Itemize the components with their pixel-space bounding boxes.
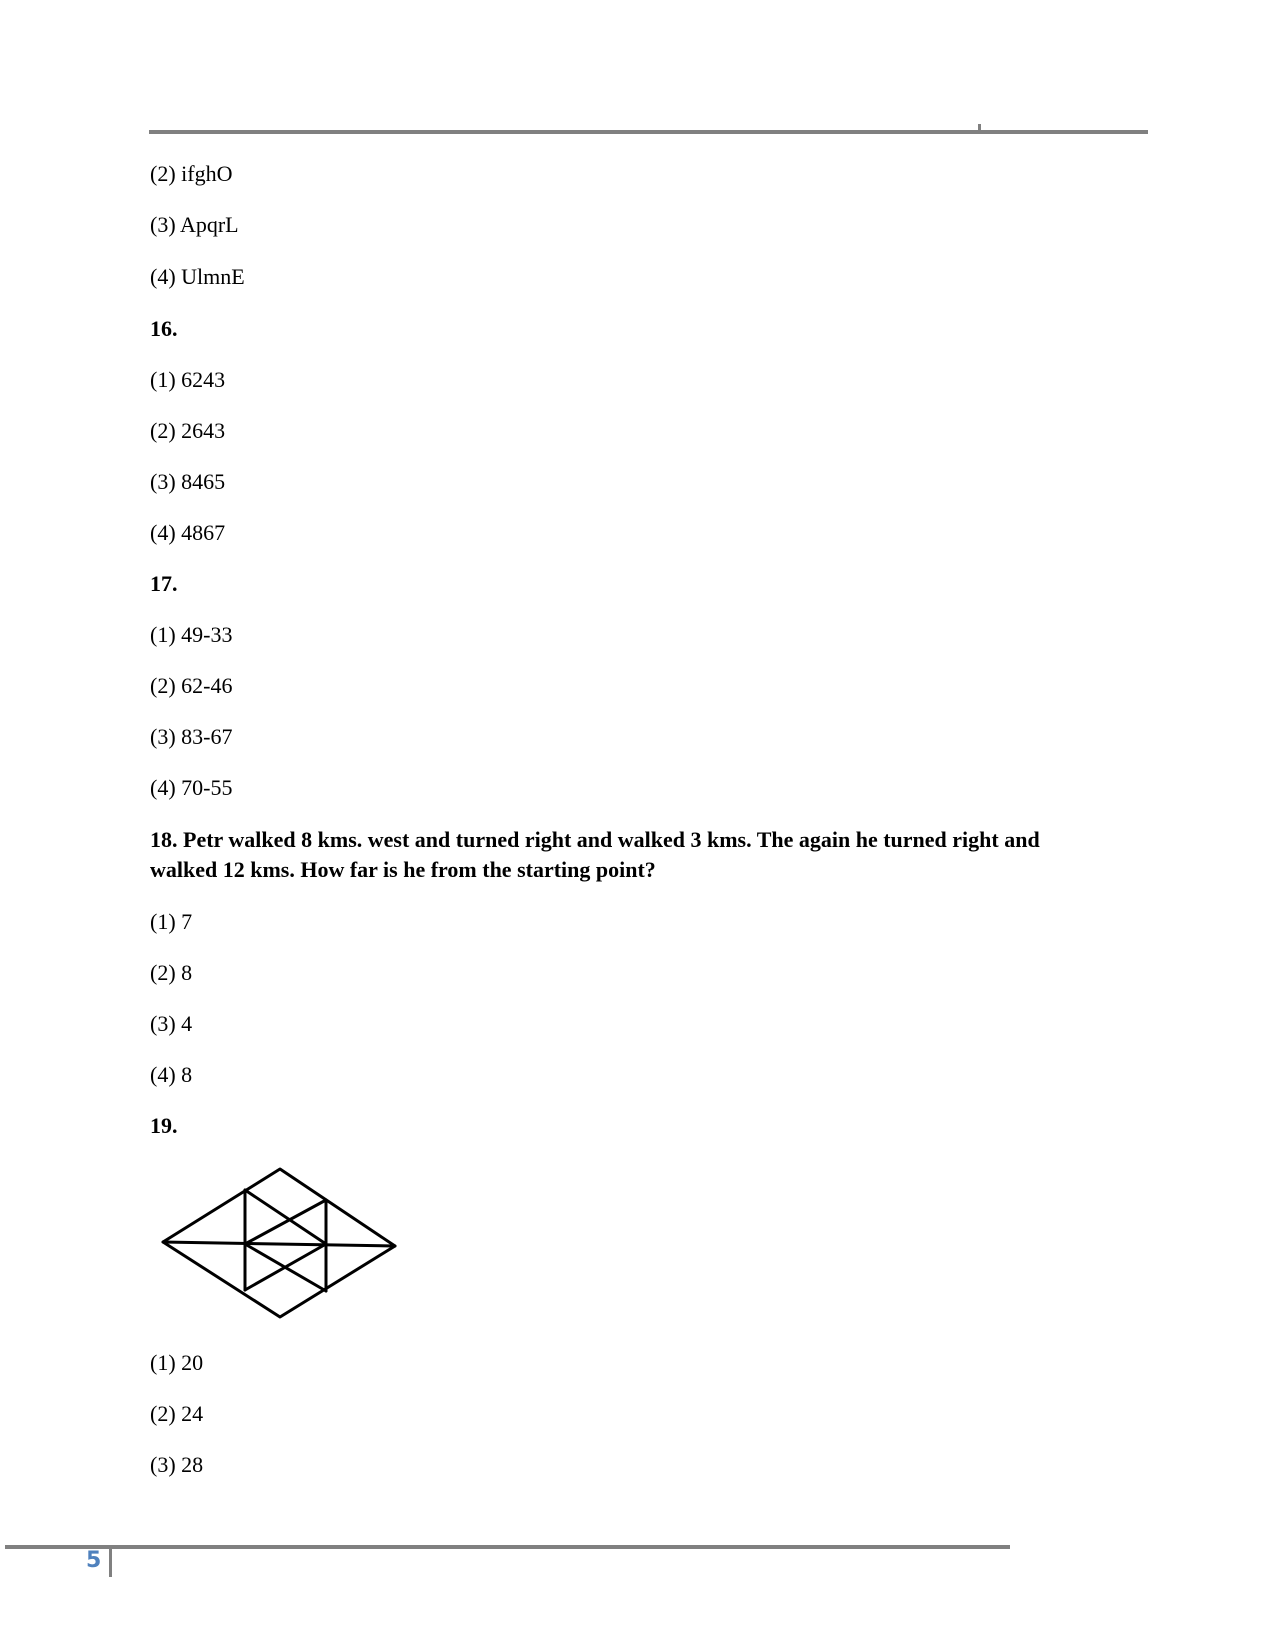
- q18-option-3: (3) 4: [150, 1011, 193, 1036]
- q18-option-4: (4) 8: [150, 1062, 193, 1087]
- q18-option-1: (1) 7: [150, 909, 193, 934]
- q17-option-3: (3) 83-67: [150, 724, 233, 749]
- q19-option-1: (1) 20: [150, 1350, 204, 1375]
- q17-option-2: (2) 62-46: [150, 673, 233, 698]
- q15-option-4: (4) UlmnE: [150, 264, 245, 289]
- q16-option-2: (2) 2643: [150, 418, 226, 443]
- header-rule: [149, 130, 1148, 134]
- q17-option-1: (1) 49-33: [150, 622, 233, 647]
- q17-number: 17.: [150, 571, 178, 596]
- q16-number: 16.: [150, 316, 178, 341]
- footer-rule: [5, 1545, 1010, 1549]
- q19-option-2: (2) 24: [150, 1401, 204, 1426]
- footer-divider: [109, 1548, 112, 1577]
- page-number: 5: [86, 1548, 102, 1573]
- q18-option-2: (2) 8: [150, 960, 193, 985]
- q18-question-text: 18. Petr walked 8 kms. west and turned right and walked 3 kms. The again he turned right and walked 12 kms. How far is he from the starting point?: [150, 827, 1040, 882]
- header-tick: [978, 124, 981, 131]
- q15-option-3: (3) ApqrL: [150, 212, 239, 237]
- q19-option-3: (3) 28: [150, 1452, 204, 1477]
- rhombus-triangles-figure: [155, 1160, 405, 1325]
- q16-option-1: (1) 6243: [150, 367, 226, 392]
- q16-option-4: (4) 4867: [150, 520, 226, 545]
- q19-number: 19.: [150, 1113, 178, 1138]
- q16-option-3: (3) 8465: [150, 469, 226, 494]
- q15-option-2: (2) ifghO: [150, 161, 233, 186]
- q17-option-4: (4) 70-55: [150, 775, 233, 800]
